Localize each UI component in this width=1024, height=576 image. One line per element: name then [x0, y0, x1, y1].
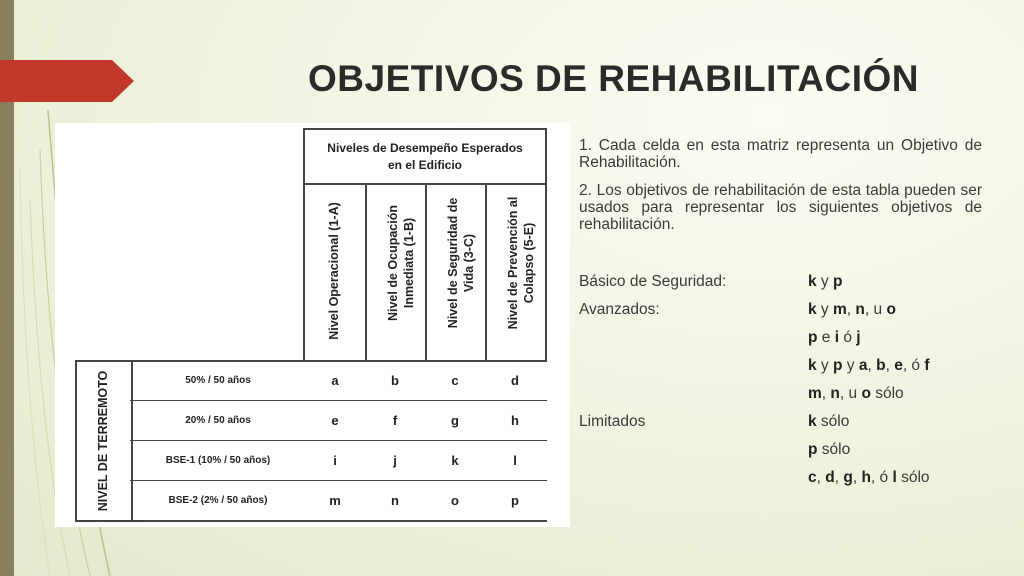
advanced-value-3: k y p y a, b, e, ó f: [808, 357, 930, 374]
matrix-cell: o: [451, 493, 459, 508]
advanced-value-1: k y m, n, u o: [808, 301, 896, 318]
limited-value-2: p sólo: [808, 441, 851, 458]
advanced-value-2: p e i ó j: [808, 329, 861, 346]
matrix-cell: e: [331, 413, 339, 428]
limited-label: Limitados: [579, 413, 646, 430]
matrix-cell: i: [333, 453, 337, 468]
row-label: 50% / 50 años: [185, 375, 251, 386]
advanced-value-4: m, n, u o sólo: [808, 385, 904, 402]
matrix-cell: c: [451, 373, 459, 388]
matrix-cell: l: [513, 453, 517, 468]
column-label-seguridad: [427, 185, 485, 361]
column-label-seguridad-line2: Vida (3-C): [462, 233, 476, 293]
column-label-ocupacion: [367, 185, 425, 361]
limited-value-3: c, d, g, h, ó l sólo: [808, 469, 930, 486]
column-label-colapso-line2: Colapso (5-E): [522, 222, 536, 304]
matrix-cell: a: [331, 373, 339, 388]
matrix-cell: m: [329, 493, 341, 508]
matrix-cell: g: [451, 413, 459, 428]
matrix-cell: h: [511, 413, 519, 428]
basic-value: k y p: [808, 273, 843, 290]
column-label-colapso-line1: Nivel de Prevención al: [506, 196, 520, 330]
rehabilitation-matrix: [55, 123, 570, 527]
basic-label: Básico de Seguridad:: [579, 273, 727, 290]
matrix-cell: f: [392, 413, 398, 428]
matrix-cell: k: [451, 453, 459, 468]
column-label-operacional: Nivel Operacional (1-A): [327, 202, 341, 340]
matrix-cell: p: [511, 493, 519, 508]
matrix-row: [133, 362, 547, 400]
column-label-ocupacion-line1: Nivel de Ocupación: [386, 205, 400, 322]
matrix-cell: j: [393, 453, 397, 468]
row-label: 20% / 50 años: [185, 415, 251, 426]
row-label: BSE-1 (10% / 50 años): [165, 455, 271, 466]
matrix-cell: b: [391, 373, 399, 388]
paragraph-1: 1. Cada celda en esta matriz representa un Objetivo de Rehabilitación.: [579, 137, 982, 171]
limited-value-1: k sólo: [808, 413, 850, 430]
title-arrow-accent: [0, 60, 134, 102]
advanced-label: Avanzados:: [579, 301, 660, 318]
matrix-header: Niveles de Desempeño Esperados en el Edificio: [327, 141, 523, 172]
column-label-colapso: [487, 185, 545, 361]
column-label-ocupacion-line2: Inmediata (1-B): [402, 217, 416, 309]
matrix-row: [133, 442, 547, 480]
matrix-row: [133, 402, 547, 440]
column-label-seguridad-line1: Nivel de Seguridad de: [446, 197, 460, 329]
row-label: BSE-2 (2% / 50 años): [168, 495, 268, 506]
matrix-cell: d: [511, 373, 519, 388]
paragraph-2: 2. Los objetivos de rehabilitación de esta tabla pueden ser usados para representar los siguientes objetivos de rehabilitación.: [579, 182, 982, 233]
matrix-header-box: [303, 128, 547, 185]
row-group-label: NIVEL DE TERREMOTO: [96, 370, 110, 512]
matrix-row: [133, 482, 547, 520]
slide-title: OBJETIVOS DE REHABILITACIÓN: [308, 58, 920, 99]
matrix-cell: n: [391, 493, 399, 508]
